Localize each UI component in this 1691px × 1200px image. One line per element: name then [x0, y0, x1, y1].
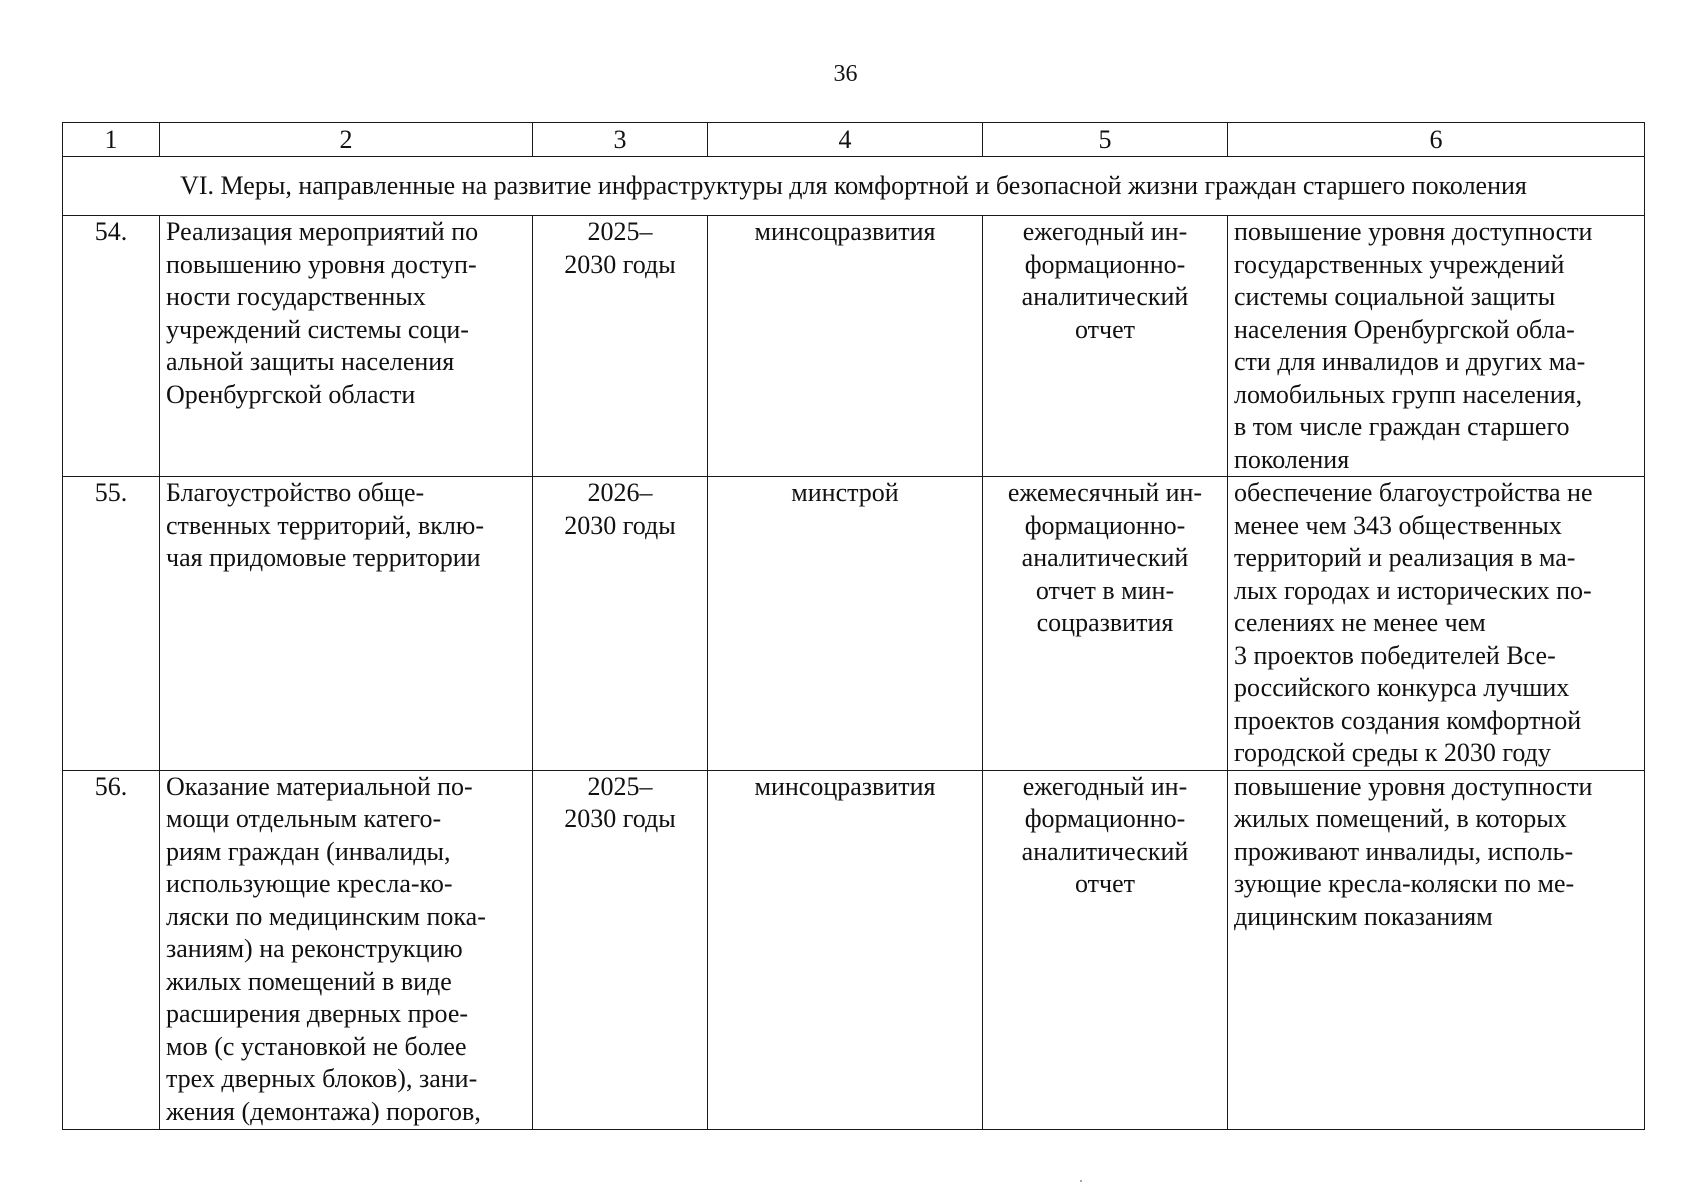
column-header: 4 [708, 123, 983, 157]
table-row [63, 477, 1645, 771]
section-title: VI. Меры, направленные на развитие инфраструктуры для комфортной и безопасной жизни граждан старшего поколения [63, 157, 1645, 216]
row-number: 56. [63, 770, 160, 1129]
reporting-form: ежегодный ин- формационно- аналитический отчет [983, 216, 1228, 477]
implementation-period: 2026– 2030 годы [533, 477, 708, 771]
responsible-executor: минсоцразвития [708, 770, 983, 1129]
implementation-period: 2025– 2030 годы [533, 770, 708, 1129]
column-number-row [63, 123, 1645, 157]
column-header: 2 [160, 123, 533, 157]
row-number: 55. [63, 477, 160, 771]
measure-name: Благоустройство обще- ственных территорий, вклю- чая придомовые территории [160, 477, 533, 771]
measure-name: Оказание материальной по- мощи отдельным катего- риям граждан (инвалиды, использующие кресла-ко- ляски по медицинским пока- заниям) на реконструкцию жилых помещений в виде расширения дверных прое- мов (с установкой не более трех дверных блоков), зани- жения (демонтажа) порогов, [160, 770, 533, 1129]
column-header: 5 [983, 123, 1228, 157]
column-header: 1 [63, 123, 160, 157]
reporting-form: ежегодный ин- формационно- аналитический отчет [983, 770, 1228, 1129]
column-header: 6 [1228, 123, 1645, 157]
expected-result: повышение уровня доступности жилых помещений, в которых проживают инвалиды, исполь- зующие кресла-коляски по ме- дицинским показаниям [1228, 770, 1645, 1129]
expected-result: обеспечение благоустройства не менее чем 343 общественных территорий и реализация в ма- лых городах и исторических по- селениях не менее чем 3 проектов победителей Все- российского конкурса лучших проектов создания комфортной городской среды к 2030 году [1228, 477, 1645, 771]
row-number: 54. [63, 216, 160, 477]
reporting-form: ежемесячный ин- формационно- аналитический отчет в мин- соцразвития [983, 477, 1228, 771]
responsible-executor: минстрой [708, 477, 983, 771]
table-row [63, 770, 1645, 1129]
scan-speck [1080, 1180, 1082, 1182]
page-number: 36 [833, 61, 858, 87]
implementation-period: 2025– 2030 годы [533, 216, 708, 477]
measure-name: Реализация мероприятий по повышению уровня доступ- ности государственных учреждений системы соци- альной защиты населения Оренбургской области [160, 216, 533, 477]
column-header: 3 [533, 123, 708, 157]
table-row [63, 216, 1645, 477]
responsible-executor: минсоцразвития [708, 216, 983, 477]
section-heading-row [63, 157, 1645, 216]
expected-result: повышение уровня доступности государственных учреждений системы социальной защиты населения Оренбургской обла- сти для инвалидов и других ма- ломобильных групп населения, в том числе граждан старшего поколения [1228, 216, 1645, 477]
measures-table [62, 122, 1645, 1130]
